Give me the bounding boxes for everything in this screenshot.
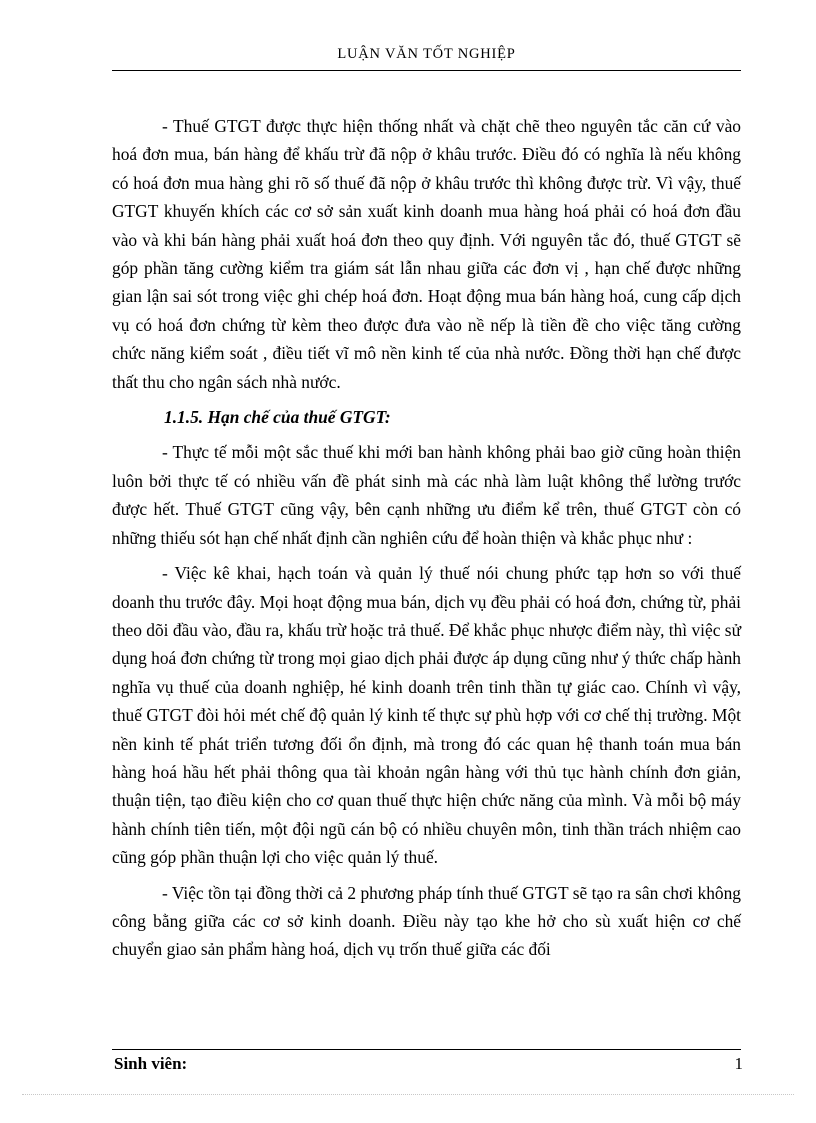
footer-student-label: Sinh viên: (114, 1054, 188, 1073)
page-header-title: LUẬN VĂN TỐT NGHIỆP (337, 46, 516, 62)
page-number: 1 (734, 1054, 743, 1073)
body-paragraph: - Thuế GTGT được thực hiện thống nhất và chặt chẽ theo nguyên tắc căn cứ vào hoá đơn mua, bán hàng để khấu trừ đã nộp ở khâu trước. Điều đó có nghĩa là nếu không có hoá đơn mua hàng ghi rõ số thuế đã nộp ở khâu trước thì không được trừ. Vì vậy, thuế GTGT khuyến khích các cơ sở sản xuất kinh doanh mua hàng hoá phải có hoá đơn đầu vào và khi bán hàng phải xuất hoá đơn theo quy định. Với nguyên tắc đó, thuế GTGT sẽ góp phần tăng cường kiểm tra giám sát lẫn nhau giữa các đơn vị , hạn chế được những gian lận sai sót trong việc ghi chép hoá đơn. Hoạt động mua bán hàng hoá, cung cấp dịch vụ có hoá đơn chứng từ kèm theo được đưa vào nề nếp là tiền đề cho việc tăng cường chức năng kiểm soát , điều tiết vĩ mô nền kinh tế của nhà nước. Đồng thời hạn chế được thất thu cho ngân sách nhà nước. (112, 116, 741, 392)
section-heading: 1.1.5. Hạn chế của thuế GTGT: (164, 407, 391, 428)
body-paragraph: - Việc tồn tại đồng thời cả 2 phương pháp tính thuế GTGT sẽ tạo ra sân chơi không công bằng giữa các cơ sở kinh doanh. Điều này tạo khe hở cho sù xuất hiện cơ chế chuyển giao sản phẩm hàng hoá, dịch vụ trốn thuế giữa các đối (112, 882, 741, 960)
header-divider (112, 70, 741, 71)
footer-divider (112, 1049, 741, 1050)
page-bottom-dotted-border (22, 1094, 794, 1095)
body-paragraph: - Thực tế mỗi một sắc thuế khi mới ban hành không phải bao giờ cũng hoàn thiện luôn bởi thực tế có nhiều vấn đề phát sinh mà các nhà làm luật không thể lường trước được hết. Thuế GTGT cũng vậy, bên cạnh những ưu điểm kể trên, thuế GTGT còn có những thiếu sót hạn chế nhất định cần nghiên cứu để hoàn thiện và khắc phục như : (112, 442, 741, 548)
body-paragraph: - Việc kê khai, hạch toán và quản lý thuế nói chung phức tạp hơn so với thuế doanh thu trước đây. Mọi hoạt động mua bán, dịch vụ đều phải có hoá đơn, chứng từ, phải theo dõi đầu vào, đầu ra, khấu trừ hoặc trả thuế. Để khắc phục nhược điểm này, thì việc sử dụng hoá đơn chứng từ trong mọi giao dịch phải được áp dụng cũng như ý thức chấp hành nghĩa vụ thuế của doanh nghiệp, hé kinh doanh trên tinh thần tự giác cao. Chính vì vậy, thuế GTGT đòi hỏi mét chế độ quản lý kinh tế thực sự phù hợp với cơ chế thị trường. Một nền kinh tế phát triển tương đối ổn định, mà trong đó các quan hệ thanh toán mua bán hàng hoá hầu hết phải thông qua tài khoản ngân hàng với thủ tục hành chính đơn giản, thuận tiện, tạo điều kiện cho cơ quan thuế thực hiện chức năng của mình. Và mỗi bộ máy hành chính tiên tiến, một đội ngũ cán bộ có nhiều chuyên môn, tinh thần trách nhiệm cao cũng góp phần thuận lợi cho việc quản lý thuế. (112, 563, 741, 868)
document-body (112, 112, 741, 971)
